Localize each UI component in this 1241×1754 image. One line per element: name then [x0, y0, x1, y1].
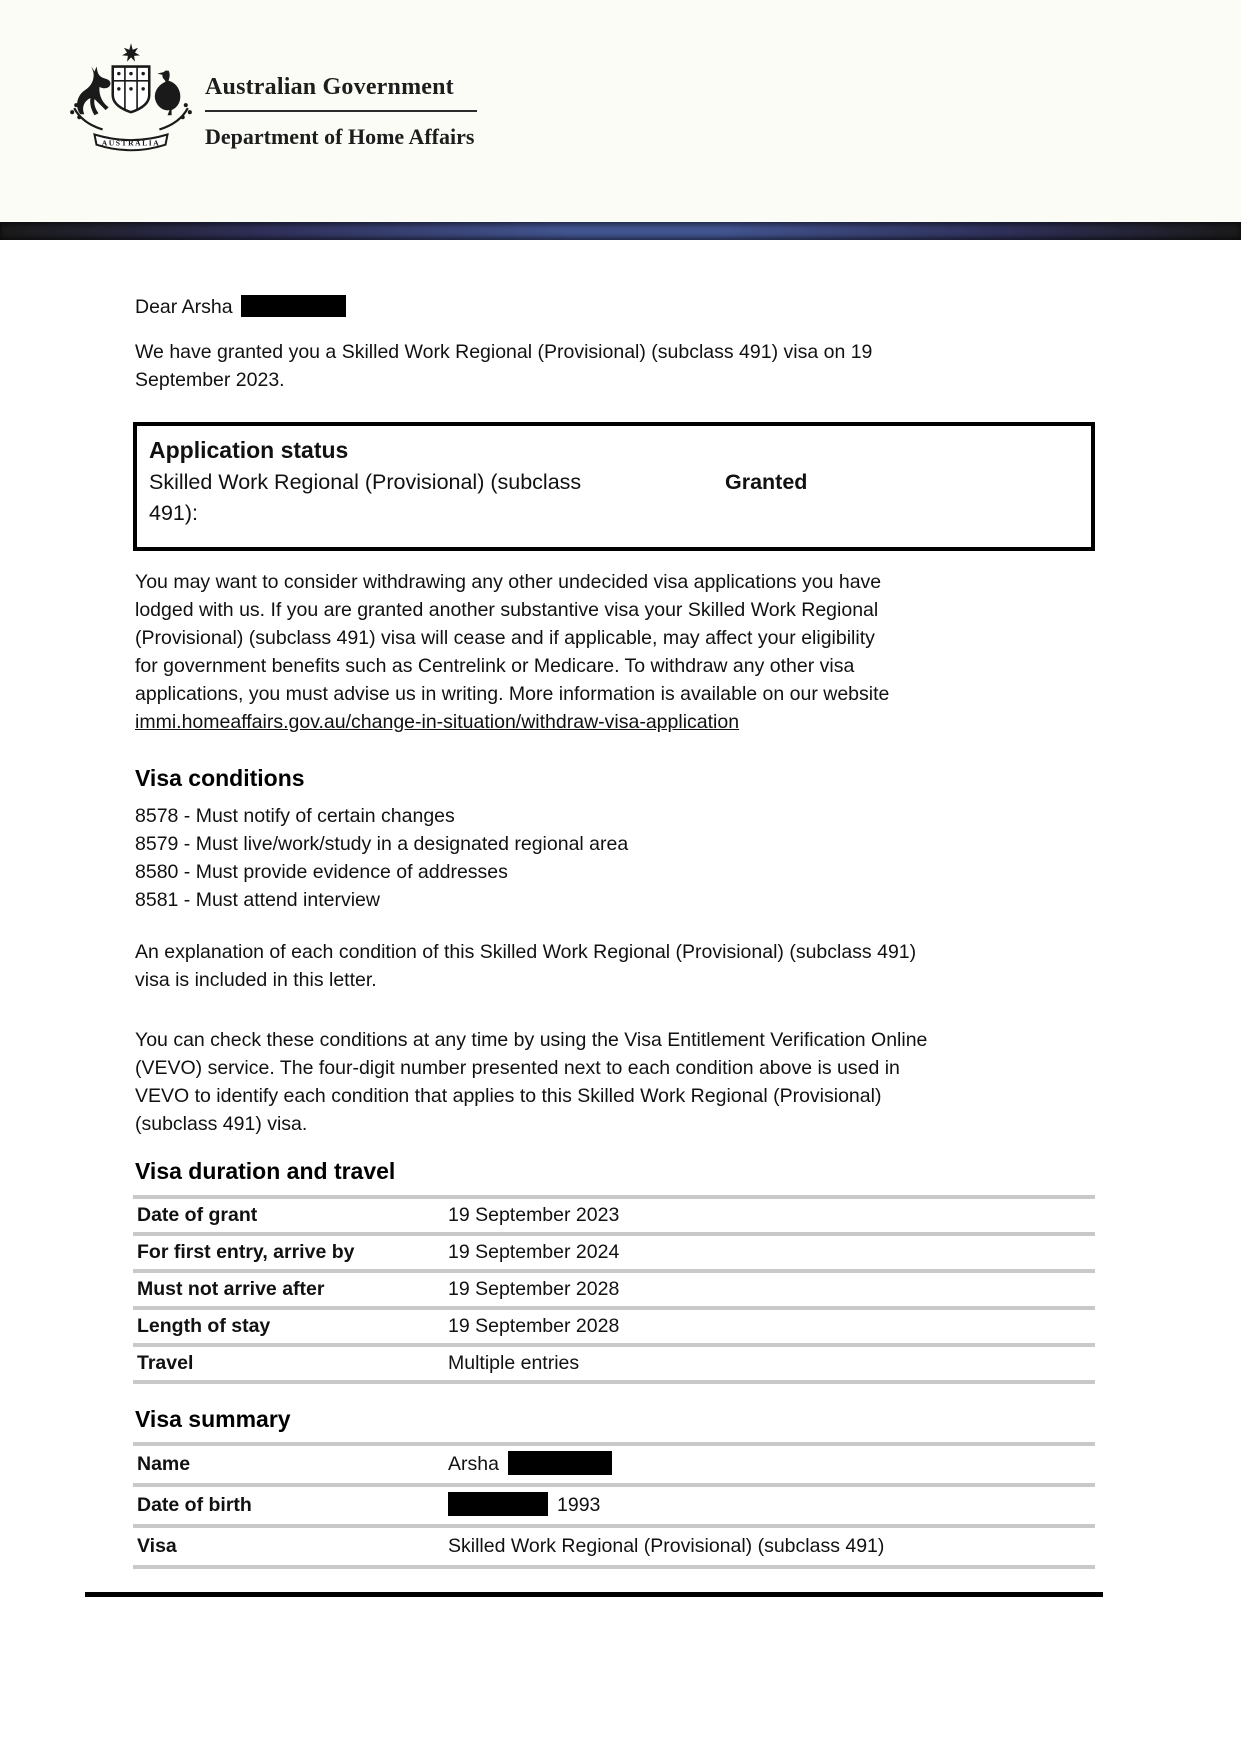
- row-label: Date of grant: [137, 1204, 258, 1226]
- row-label: Must not arrive after: [137, 1278, 325, 1300]
- row-value: 19 September 2028: [448, 1315, 620, 1337]
- text-line: lodged with us. If you are granted another substantive visa your Skilled Work Regional: [135, 599, 879, 621]
- government-title: Australian Government: [205, 74, 454, 100]
- visa-duration-heading: Visa duration and travel: [135, 1158, 396, 1184]
- row-value: 19 September 2024: [448, 1241, 620, 1263]
- text-line: 491):: [149, 501, 199, 525]
- vevo-paragraph: [135, 1026, 927, 1138]
- text-line: (subclass 491) visa.: [135, 1113, 308, 1135]
- star-icon: [122, 43, 140, 61]
- crest-scroll-text: AUSTRALIA: [101, 138, 161, 148]
- row-value: 19 September 2023: [448, 1204, 620, 1226]
- row-value: 19 September 2028: [448, 1278, 620, 1300]
- row-label: Length of stay: [137, 1315, 271, 1337]
- row-value: Multiple entries: [448, 1352, 580, 1374]
- condition-item: 8579 - Must live/work/study in a designated regional area: [135, 833, 629, 855]
- header-divider: [205, 110, 477, 112]
- table-row: [133, 1524, 1095, 1565]
- salutation-text: Dear Arsha: [135, 296, 233, 318]
- header-title-block: [205, 74, 477, 150]
- intro-paragraph: [135, 338, 872, 394]
- row-label: Travel: [137, 1352, 194, 1374]
- table-row: [133, 1232, 1095, 1269]
- table-row: [133, 1343, 1095, 1380]
- emu-icon: [155, 71, 180, 116]
- visa-duration-table: [133, 1195, 1095, 1384]
- row-value: [448, 1451, 1095, 1478]
- visa-summary-table: [133, 1442, 1095, 1569]
- redacted-text: [448, 1492, 548, 1516]
- text-line: applications, you must advise us in writing. More information is available on our website: [135, 683, 890, 705]
- condition-item: 8581 - Must attend interview: [135, 889, 380, 911]
- table-row: [133, 1269, 1095, 1306]
- redacted-text: [241, 295, 346, 317]
- table-row: [133, 1442, 1095, 1483]
- row-value: [448, 1492, 1095, 1519]
- accent-bar: [0, 222, 1241, 240]
- text-line: Skilled Work Regional (Provisional) (subclass: [149, 470, 582, 494]
- withdraw-paragraph: [135, 568, 889, 736]
- text-line: (VEVO) service. The four-digit number presented next to each condition above is used in: [135, 1057, 900, 1079]
- explanation-paragraph: [135, 938, 916, 994]
- row-label: Visa: [137, 1535, 177, 1557]
- kangaroo-icon: [77, 67, 110, 116]
- table-row: [133, 1306, 1095, 1343]
- australian-coat-of-arms-icon: [60, 40, 202, 156]
- row-value: Skilled Work Regional (Provisional) (subclass 491): [448, 1535, 885, 1557]
- department-title: Department of Home Affairs: [205, 124, 475, 149]
- bottom-divider: [85, 1592, 1103, 1597]
- application-status-row: [149, 467, 1079, 529]
- condition-item: 8580 - Must provide evidence of addresses: [135, 861, 508, 883]
- visa-conditions-list: [135, 802, 628, 914]
- text-line: September 2023.: [135, 369, 285, 391]
- salutation-line: [135, 293, 346, 321]
- withdraw-link[interactable]: immi.homeaffairs.gov.au/change-in-situation/withdraw-visa-application: [135, 711, 740, 733]
- status-visa-label: [149, 467, 599, 529]
- header-band: [0, 0, 1241, 222]
- visa-summary-heading: Visa summary: [135, 1406, 291, 1432]
- row-label: For first entry, arrive by: [137, 1241, 355, 1263]
- text-line: We have granted you a Skilled Work Regional (Provisional) (subclass 491) visa on 19: [135, 341, 873, 363]
- visa-conditions-heading: Visa conditions: [135, 765, 305, 791]
- text-line: (Provisional) (subclass 491) visa will cease and if applicable, may affect your eligibility: [135, 627, 875, 649]
- table-row: [133, 1195, 1095, 1232]
- redacted-text: [508, 1451, 612, 1475]
- dob-value-suffix: 1993: [557, 1494, 601, 1516]
- name-value-prefix: Arsha: [448, 1453, 499, 1475]
- text-line: You can check these conditions at any time by using the Visa Entitlement Verification Online: [135, 1029, 928, 1051]
- application-status-heading: Application status: [149, 437, 349, 463]
- text-line: visa is included in this letter.: [135, 969, 377, 991]
- text-line: for government benefits such as Centrelink or Medicare. To withdraw any other visa: [135, 655, 855, 677]
- application-status-box: [133, 422, 1095, 551]
- row-label: Name: [137, 1453, 191, 1475]
- text-line: VEVO to identify each condition that applies to this Skilled Work Regional (Provisional): [135, 1085, 882, 1107]
- text-line: An explanation of each condition of this Skilled Work Regional (Provisional) (subclass 491): [135, 941, 917, 963]
- status-granted: Granted: [725, 470, 808, 494]
- row-label: Date of birth: [137, 1494, 252, 1516]
- text-line: You may want to consider withdrawing any other undecided visa applications you have: [135, 571, 882, 593]
- condition-item: 8578 - Must notify of certain changes: [135, 805, 455, 827]
- table-row: [133, 1483, 1095, 1524]
